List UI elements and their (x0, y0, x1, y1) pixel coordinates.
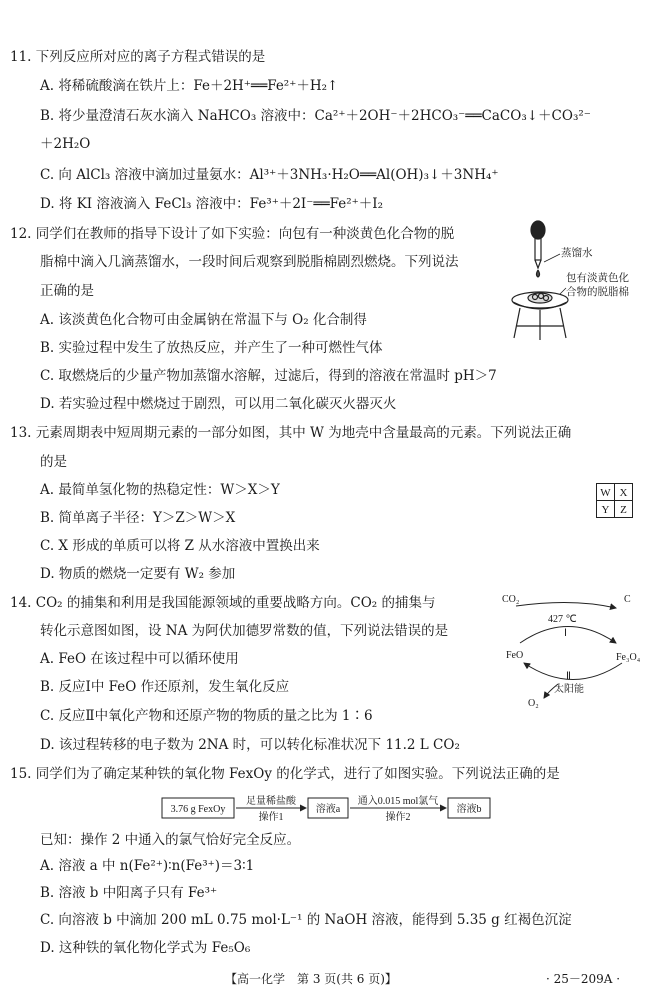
page-footer-center: 【高一化学 第 3 页(共 6 页)】 (225, 972, 397, 986)
label-o2: O₂ (528, 698, 539, 708)
q13-stem-cont: 的是 (40, 454, 67, 470)
q13-stem: 13. 元素周期表中短周期元素的一部分如图，其中 W 为地壳中含量最高的元素。下列说法正确 (10, 425, 572, 441)
flow-step2-top: 通入0.015 mol氯气 (357, 796, 439, 807)
fig-label-cotton-2: 合物的脱脂棉 (566, 286, 629, 298)
label-c: C (624, 594, 631, 605)
flow-step2-bottom: 操作2 (385, 812, 411, 823)
q11-option-c: C. 向 AlCl₃ 溶液中滴加过量氨水：Al³⁺＋3NH₃·H₂O══Al(OH)₃↓＋3NH₄⁺ (40, 167, 499, 183)
flow-start-label: 3.76 g FexOy (170, 804, 226, 815)
q15-option-b: B. 溶液 b 中阳离子只有 Fe³⁺ (40, 885, 218, 901)
q14-stem-cont: 转化示意图如图，设 NA 为阿伏加德罗常数的值，下列说法错误的是 (40, 623, 449, 639)
q14-stem: 14. CO₂ 的捕集和利用是我国能源领域的重要战略方向。CO₂ 的捕集与 (10, 595, 436, 611)
fig-label-cotton-1: 包有淡黄色化 (566, 272, 629, 284)
label-feo: FeO (506, 650, 524, 661)
co2-to-c-arrow (516, 602, 616, 608)
page-footer-code: · 25－209A · (546, 972, 621, 986)
q11-option-a: A. 将稀硫酸滴在铁片上：Fe＋2H⁺══Fe²⁺＋H₂↑ (40, 78, 339, 94)
q14-option-c: C. 反应Ⅱ中氧化产物和还原产物的物质的量之比为 1∶6 (40, 708, 373, 724)
flow-end-label: 溶液b (456, 804, 482, 815)
q12-option-b: B. 实验过程中发生了放热反应，并产生了一种可燃性气体 (40, 340, 383, 356)
q12-option-a: A. 该淡黄色化合物可由金属钠在常温下与 O₂ 化合制得 (40, 312, 367, 328)
q14-option-b: B. 反应Ⅰ中 FeO 作还原剂，发生氧化反应 (40, 679, 290, 695)
q15-stem: 15. 同学们为了确定某种铁的氧化物 FexOy 的化学式，进行了如图实验。下列说法正确的是 (10, 766, 560, 782)
label-solar: 太阳能 (554, 684, 584, 695)
q13-periodic-table-figure (596, 483, 634, 519)
q11-option-b: B. 将少量澄清石灰水滴入 NaHCO₃ 溶液中：Ca²⁺＋2OH⁻＋2HCO₃⁻══CaCO₃↓＋CO₃²⁻ (40, 108, 591, 124)
dropper-tube-icon (535, 238, 541, 260)
q14-cycle-figure (498, 588, 648, 708)
q12-option-d: D. 若实验过程中燃烧过于剧烈，可以用二氧化碳灭火器灭火 (40, 396, 397, 412)
q14-option-d: D. 该过程转移的电子数为 2NA 时，可以转化标准状况下 11.2 L CO₂ (40, 737, 460, 753)
q11-option-d: D. 将 KI 溶液滴入 FeCl₃ 溶液中：Fe³⁺＋2I⁻══Fe²⁺＋I₂ (40, 196, 384, 212)
q13-option-d: D. 物质的燃烧一定要有 W₂ 参加 (40, 566, 236, 582)
table-cell-y: Y (601, 504, 610, 516)
table-cell-x: X (619, 487, 628, 499)
q15-option-a: A. 溶液 a 中 n(Fe²⁺)∶n(Fe³⁺)＝3∶1 (40, 858, 255, 874)
label-co2: CO₂ (502, 594, 520, 605)
label-reaction-1: Ⅰ (564, 628, 567, 639)
q15-option-c: C. 向溶液 b 中滴加 200 mL 0.75 mol·L⁻¹ 的 NaOH 溶液，能得到 5.35 g 红褐色沉淀 (40, 912, 572, 928)
table-cell-z: Z (620, 504, 627, 516)
q13-option-c: C. X 形成的单质可以将 Z 从水溶液中置换出来 (40, 538, 320, 554)
q12-apparatus-figure (508, 218, 648, 343)
q11-option-b-cont: ＋2H₂O (40, 136, 91, 152)
q14-option-a: A. FeO 在该过程中可以循环使用 (40, 651, 239, 667)
q13-option-b: B. 简单离子半径：Y＞Z＞W＞X (40, 510, 236, 526)
reaction-1-arrow (520, 627, 616, 644)
label-fe3o4: Fe₃O₄ (616, 652, 641, 663)
q12-stem: 12. 同学们在教师的指导下设计了如下实验：向包有一种淡黄色化合物的脱 (10, 226, 455, 242)
label-temp: 427 ℃ (548, 614, 577, 625)
table-cell-w: W (600, 487, 611, 499)
q15-option-d: D. 这种铁的氧化物化学式为 Fe₅O₆ (40, 940, 251, 956)
q15-note: 已知：操作 2 中通入的氯气恰好完全反应。 (40, 832, 301, 848)
flow-step1-top: 足量稀盐酸 (246, 796, 296, 807)
q15-flow-figure (160, 794, 500, 824)
q12-stem-cont1: 脂棉中滴入几滴蒸馏水，一段时间后观察到脱脂棉剧烈燃烧。下列说法 (40, 254, 459, 270)
dropper-bulb-icon (531, 221, 545, 239)
flow-mid-label: 溶液a (315, 804, 341, 815)
reaction-2-arrow (524, 663, 622, 680)
fig-label-water: 蒸馏水 (561, 247, 593, 259)
q12-option-c: C. 取燃烧后的少量产物加蒸馏水溶解，过滤后，得到的溶液在常温时 pH＞7 (40, 368, 497, 384)
q11-stem: 11. 下列反应所对应的离子方程式错误的是 (10, 49, 266, 65)
flow-step1-bottom: 操作1 (258, 812, 284, 823)
label-reaction-2: Ⅱ (566, 671, 571, 682)
q13-option-a: A. 最简单氢化物的热稳定性：W＞X＞Y (40, 482, 280, 498)
q12-stem-cont2: 正确的是 (40, 283, 94, 299)
